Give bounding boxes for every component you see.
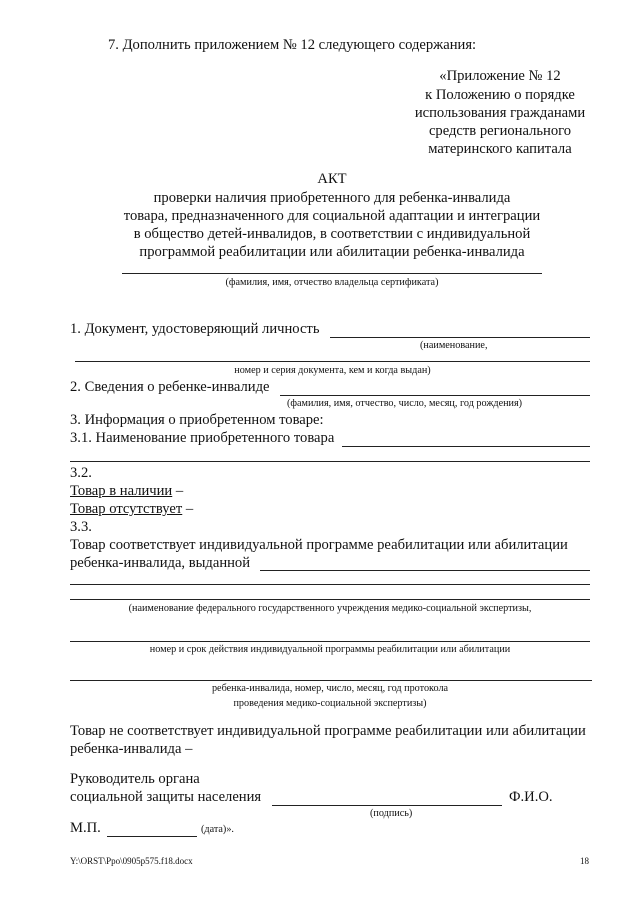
head-line-1: Руководитель органа <box>70 771 200 787</box>
subtitle-line: товара, предназначенного для социальной адаптации и интеграции <box>123 208 541 224</box>
s31-label: 3.1. Наименование приобретенного товара <box>70 430 335 446</box>
product-name-field[interactable] <box>342 446 590 447</box>
amendment-text: 7. Дополнить приложением № 12 следующего содержания: <box>108 37 477 53</box>
s3-label: 3. Информация о приобретенном товаре: <box>70 412 324 428</box>
s1-label: 1. Документ, удостоверяющий личность <box>70 321 320 337</box>
ipra-field[interactable] <box>70 641 590 642</box>
product-name-field-2[interactable] <box>70 461 590 462</box>
id-document-field[interactable] <box>330 337 590 338</box>
protocol-caption-1: ребенка-инвалида, номер, число, месяц, год протокола <box>211 683 449 694</box>
s1-hint-a: (наименование, <box>420 340 488 351</box>
protocol-caption-2: проведения медико-социальной экспертизы) <box>233 698 427 709</box>
fio-label: Ф.И.О. <box>509 789 553 805</box>
s1-hint-b: номер и серия документа, кем и когда выдан) <box>234 365 431 376</box>
appendix-line: использования гражданами <box>414 105 586 121</box>
absent-row <box>70 502 193 517</box>
appendix-line: материнского капитала <box>428 141 572 157</box>
subtitle-line: в общество детей-инвалидов, в соответствии с индивидуальной <box>133 226 531 242</box>
subtitle-line: проверки наличия приобретенного для ребенка-инвалида <box>153 190 511 206</box>
owner-name-field[interactable] <box>122 273 542 274</box>
appendix-line: средств регионального <box>428 123 572 139</box>
absent-dash: – <box>182 501 194 517</box>
stamp-label: М.П. <box>70 820 101 836</box>
subtitle-line: программой реабилитации или абилитации ребенка-инвалида <box>139 244 525 260</box>
not-complies-line-2: ребенка-инвалида – <box>70 741 193 757</box>
footer-path: Y:\ORST\Ppo\0905p575.f18.docx <box>70 856 193 866</box>
complies-line-1: Товар соответствует индивидуальной программе реабилитации или абилитации <box>70 537 568 553</box>
child-info-field[interactable] <box>280 395 590 396</box>
appendix-line: «Приложение № 12 <box>439 68 561 84</box>
id-document-field-2[interactable] <box>75 361 590 362</box>
issued-by-field-2[interactable] <box>70 584 590 585</box>
page-number: 18 <box>580 856 589 866</box>
s2-hint: (фамилия, имя, отчество, число, месяц, год рождения) <box>287 398 523 409</box>
date-field[interactable] <box>107 836 197 837</box>
owner-caption: (фамилия, имя, отчество владельца сертификата) <box>225 277 439 288</box>
issued-by-field[interactable] <box>260 570 590 571</box>
protocol-field[interactable] <box>70 680 592 681</box>
act-title: АКТ <box>317 171 347 187</box>
issued-by-field-3[interactable] <box>70 599 590 600</box>
in-stock-dash: – <box>172 483 184 499</box>
not-complies-line-1: Товар не соответствует индивидуальной программе реабилитации или абилитации <box>70 723 586 739</box>
in-stock-row <box>70 484 183 499</box>
s32-label: 3.2. <box>70 465 92 481</box>
signature-field[interactable] <box>272 805 502 806</box>
institution-caption: (наименование федерального государственного учреждения медико-социальной экспертизы, <box>128 603 532 614</box>
signature-caption: (подпись) <box>370 808 413 819</box>
s2-label: 2. Сведения о ребенке-инвалиде <box>70 379 270 395</box>
complies-line-2: ребенка-инвалида, выданной <box>70 555 251 571</box>
ipra-caption: номер и срок действия индивидуальной программы реабилитации или абилитации <box>149 644 511 655</box>
absent-label: Товар отсутствует <box>70 501 183 517</box>
s33-label: 3.3. <box>70 519 92 535</box>
in-stock-label: Товар в наличии <box>70 483 173 499</box>
head-line-2: социальной защиты населения <box>70 789 262 805</box>
date-caption: (дата)». <box>201 824 234 835</box>
appendix-line: к Положению о порядке <box>425 87 575 103</box>
